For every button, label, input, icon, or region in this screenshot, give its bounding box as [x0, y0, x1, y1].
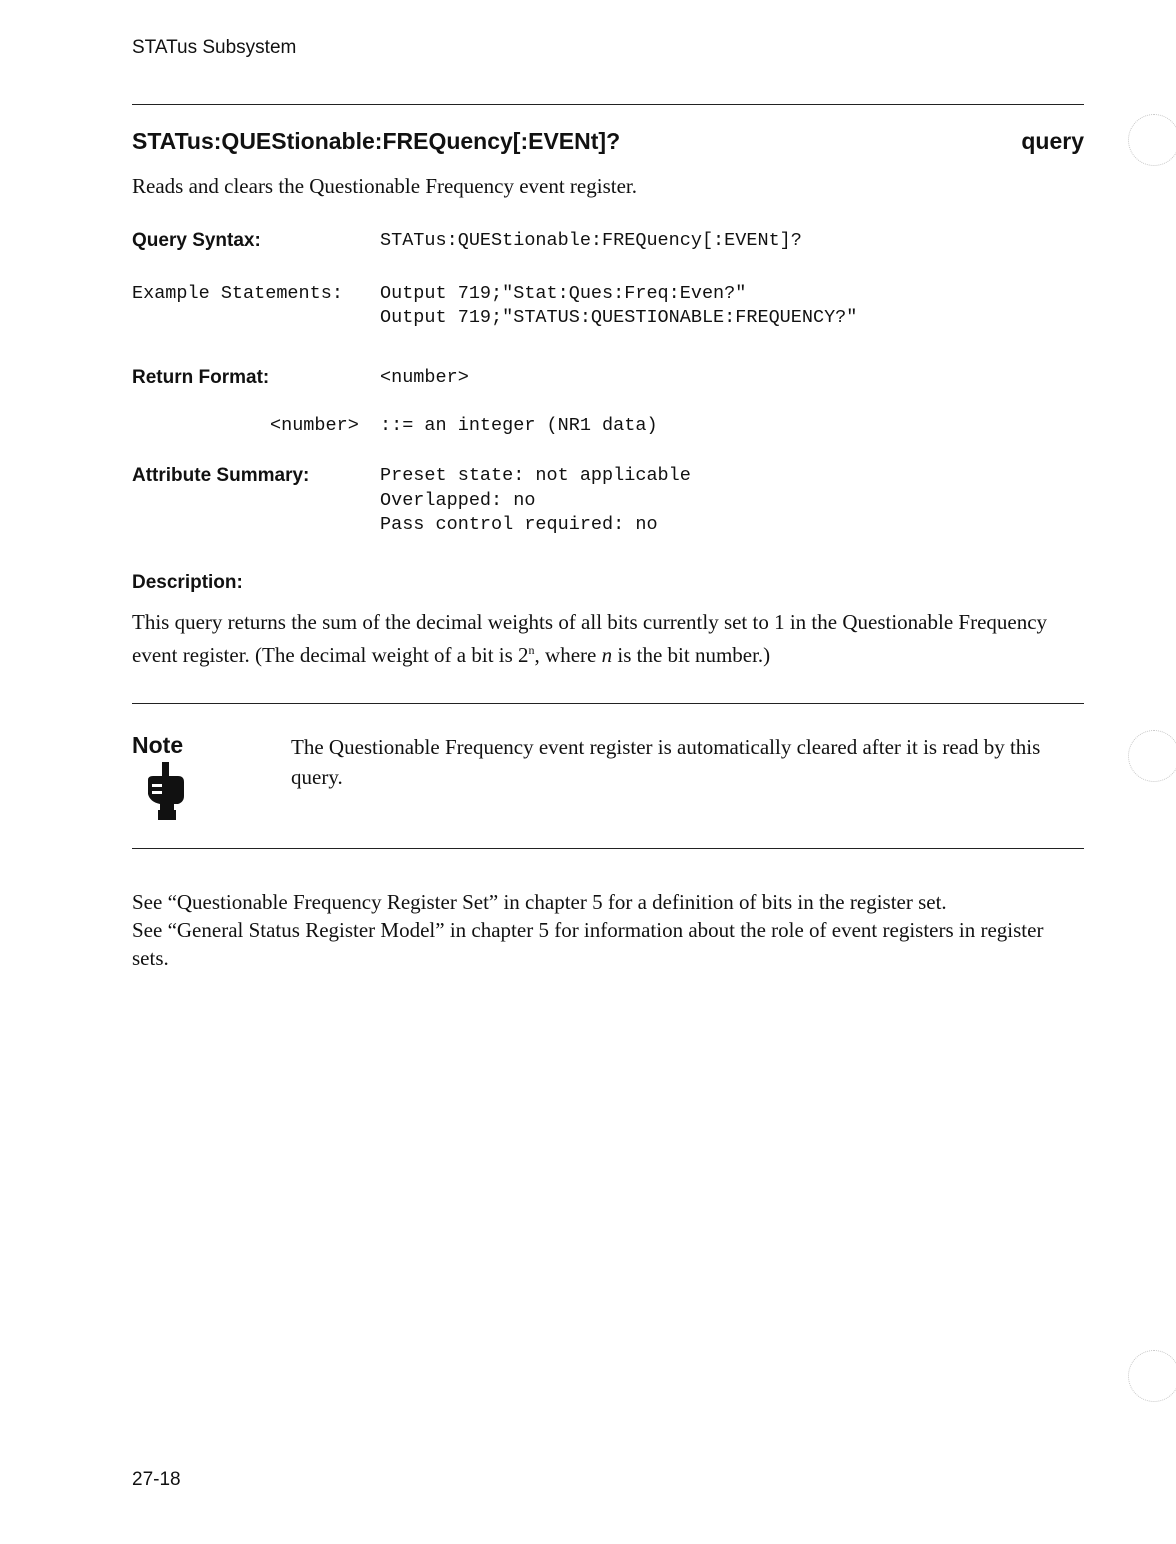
- pointing-hand-icon: [142, 762, 190, 820]
- description-text: This query returns the sum of the decimal weights of all bits currently set to 1 in the Questionable Frequency event register. (The decimal weight of a bit is 2$^n$, where n is the bit number.): [132, 610, 1048, 667]
- note-bottom-rule: [132, 848, 1084, 849]
- note-text: The Questionable Frequency event register is automatically cleared after it is read by this query.: [291, 735, 1041, 789]
- return-definition: ::= an integer (NR1 data): [380, 415, 658, 436]
- top-rule: [132, 104, 1084, 105]
- binder-hole: [1128, 1350, 1176, 1402]
- return-format-label: Return Format:: [132, 367, 270, 388]
- superscript-n: n: [528, 643, 535, 657]
- attribute-summary-label: Attribute Summary:: [132, 465, 310, 486]
- example-statement-1: Output 719;"Stat:Ques:Freq:Even?": [380, 283, 747, 304]
- attribute-preset-state: Preset state: not applicable: [380, 465, 691, 486]
- command-summary: Reads and clears the Questionable Frequency event register.: [132, 174, 637, 198]
- description-label: Description:: [132, 572, 243, 593]
- query-syntax-value: STATus:QUEStionable:FREQuency[:EVENt]?: [380, 230, 802, 251]
- note-top-rule: [132, 703, 1084, 704]
- command-title: STATus:QUEStionable:FREQuency[:EVENt]?: [132, 128, 621, 154]
- return-format-value: <number>: [380, 367, 469, 388]
- page-number: 27-18: [132, 1469, 181, 1490]
- see-also-line-2: See “General Status Register Model” in chapter 5 for information about the role of event registers in register sets.: [132, 918, 1044, 970]
- return-definition-term: <number>: [270, 415, 359, 436]
- query-syntax-label: Query Syntax:: [132, 230, 261, 251]
- attribute-pass-control: Pass control required: no: [380, 514, 658, 535]
- attribute-overlapped: Overlapped: no: [380, 490, 536, 511]
- note-label: Note: [132, 732, 184, 758]
- see-also-line-1: See “Questionable Frequency Register Set” in chapter 5 for a definition of bits in the register set.: [132, 890, 947, 914]
- binder-hole: [1128, 730, 1176, 782]
- command-type: query: [1021, 128, 1084, 154]
- binder-hole: [1128, 114, 1176, 166]
- running-head: STATus Subsystem: [132, 37, 297, 58]
- example-statement-2: Output 719;"STATUS:QUESTIONABLE:FREQUENCY?": [380, 307, 858, 328]
- example-statements-label: Example Statements:: [132, 283, 343, 304]
